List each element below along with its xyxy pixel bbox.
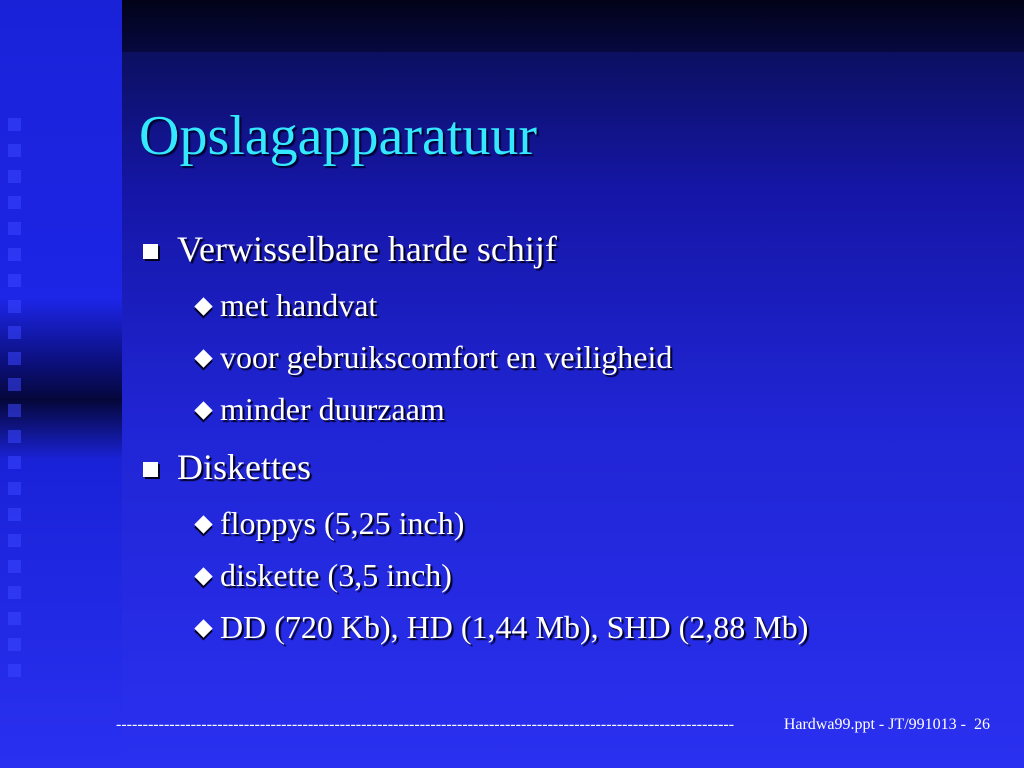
decorative-square: [8, 638, 21, 651]
sub-bullet-text: DD (720 Kb), HD (1,44 Mb), SHD (2,88 Mb): [220, 609, 809, 645]
decorative-square: [8, 560, 21, 573]
decorative-square: [8, 586, 21, 599]
diamond-bullet-icon: [194, 567, 212, 585]
bullet-item: [143, 446, 311, 488]
sub-bullet-text: diskette (3,5 inch): [220, 557, 452, 593]
diamond-bullet-icon: [194, 515, 212, 533]
sub-bullet-item: [193, 505, 464, 542]
bullet-text: Verwisselbare harde schijf: [177, 229, 557, 269]
sub-bullet-text: minder duurzaam: [220, 391, 445, 427]
sub-bullet-item: [193, 287, 377, 324]
bullet-text: Diskettes: [177, 447, 311, 487]
decorative-square: [8, 170, 21, 183]
decorative-square: [8, 404, 21, 417]
slide-footer: [116, 716, 990, 734]
decorative-square: [8, 534, 21, 547]
left-decorative-band: [0, 0, 122, 768]
diamond-bullet-icon: [194, 401, 212, 419]
footer-text: Hardwa99.ppt - JT/991013 -: [783, 716, 966, 733]
diamond-bullet-icon: [194, 349, 212, 367]
decorative-square: [8, 456, 21, 469]
decorative-square: [8, 144, 21, 157]
decorative-square: [8, 248, 21, 261]
sub-bullet-item: [193, 557, 452, 594]
sub-bullet-item: [193, 391, 445, 428]
bullet-item: [143, 228, 557, 270]
decorative-square: [8, 118, 21, 131]
decorative-square: [8, 352, 21, 365]
sub-bullet-text: floppys (5,25 inch): [220, 505, 465, 541]
square-bullet-icon: [143, 462, 158, 477]
sub-bullet-item: [193, 609, 808, 646]
decorative-square: [8, 482, 21, 495]
decorative-square: [8, 222, 21, 235]
diamond-bullet-icon: [194, 297, 212, 315]
top-decorative-strip: [122, 0, 1024, 52]
decorative-square: [8, 300, 21, 313]
slide-title: Opslagapparatuur: [139, 105, 538, 167]
decorative-square: [8, 508, 21, 521]
decorative-square-column: [4, 118, 26, 678]
decorative-square: [8, 664, 21, 677]
footer-dashes: --------------------------------------------------------------------------------------------------------------------: [116, 716, 735, 733]
diamond-bullet-icon: [194, 619, 212, 637]
decorative-square: [8, 326, 21, 339]
page-number: 26: [974, 716, 990, 733]
square-bullet-icon: [143, 244, 158, 259]
decorative-square: [8, 378, 21, 391]
decorative-square: [8, 274, 21, 287]
decorative-square: [8, 612, 21, 625]
sub-bullet-item: [193, 339, 672, 376]
decorative-square: [8, 196, 21, 209]
sub-bullet-text: met handvat: [220, 287, 378, 323]
sub-bullet-text: voor gebruikscomfort en veiligheid: [220, 339, 673, 375]
decorative-square: [8, 430, 21, 443]
